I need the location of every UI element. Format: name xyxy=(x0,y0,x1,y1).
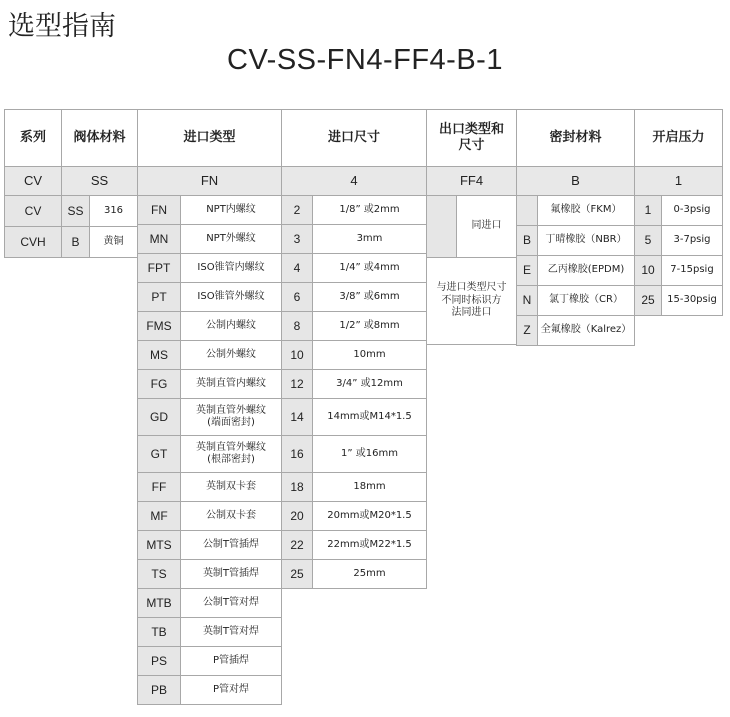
inlet-type-code: FN xyxy=(137,195,181,225)
seal-desc: 氯丁橡胶（CR） xyxy=(537,285,635,316)
seal-code: Z xyxy=(516,315,538,346)
inlet-type-desc: 英制直管外螺纹 (端面密封) xyxy=(180,398,282,436)
inlet-type-code: MTS xyxy=(137,530,181,560)
inlet-size-desc: 1/2” 或8mm xyxy=(312,311,427,341)
header-inlet-size: 进口尺寸 xyxy=(281,109,427,167)
inlet-type-code: PB xyxy=(137,675,181,705)
inlet-type-code: TB xyxy=(137,617,181,647)
inlet-type-desc: P管对焊 xyxy=(180,675,282,705)
inlet-type-desc: 英制直管外螺纹 (根部密封) xyxy=(180,435,282,473)
inlet-type-code: FG xyxy=(137,369,181,399)
inlet-type-code: MS xyxy=(137,340,181,370)
inlet-size-desc: 1/8” 或2mm xyxy=(312,195,427,225)
pressure-code: 25 xyxy=(634,285,662,316)
inlet-size-code: 4 xyxy=(281,253,313,283)
inlet-size-code: 6 xyxy=(281,282,313,312)
model-code: CV-SS-FN4-FF4-B-1 xyxy=(227,44,503,76)
body-material-code: B xyxy=(61,226,90,258)
outlet-blank-cell xyxy=(426,195,457,258)
inlet-size-code: 20 xyxy=(281,501,313,531)
inlet-size-code: 2 xyxy=(281,195,313,225)
inlet-type-desc: 公制内螺纹 xyxy=(180,311,282,341)
inlet-type-desc: 英制T管对焊 xyxy=(180,617,282,647)
inlet-type-desc: 英制双卡套 xyxy=(180,472,282,502)
inlet-size-code: 25 xyxy=(281,559,313,589)
inlet-type-code: PS xyxy=(137,646,181,676)
inlet-size-code: 3 xyxy=(281,224,313,254)
seal-code: E xyxy=(516,255,538,286)
seal-desc: 丁晴橡胶（NBR） xyxy=(537,225,635,256)
inlet-size-desc: 3/8” 或6mm xyxy=(312,282,427,312)
inlet-type-code: GD xyxy=(137,398,181,436)
summary-inlet-size: 4 xyxy=(281,166,427,196)
inlet-type-desc: NPT外螺纹 xyxy=(180,224,282,254)
inlet-size-code: 8 xyxy=(281,311,313,341)
seal-desc: 氟橡胶（FKM） xyxy=(537,195,635,226)
inlet-type-desc: 公制外螺纹 xyxy=(180,340,282,370)
inlet-size-desc: 14mm或M14*1.5 xyxy=(312,398,427,436)
inlet-size-desc: 10mm xyxy=(312,340,427,370)
inlet-size-code: 12 xyxy=(281,369,313,399)
pressure-desc: 15-30psig xyxy=(661,285,723,316)
inlet-type-code: GT xyxy=(137,435,181,473)
summary-seal: B xyxy=(516,166,635,196)
inlet-type-code: PT xyxy=(137,282,181,312)
pressure-code: 1 xyxy=(634,195,662,226)
inlet-type-desc: 公制T管插焊 xyxy=(180,530,282,560)
inlet-type-code: MTB xyxy=(137,588,181,618)
header-pressure: 开启压力 xyxy=(634,109,723,167)
inlet-type-code: FMS xyxy=(137,311,181,341)
inlet-size-code: 10 xyxy=(281,340,313,370)
pressure-desc: 3-7psig xyxy=(661,225,723,256)
outlet-different-note: 与进口类型尺寸 不同时标识方 法同进口 xyxy=(426,257,517,345)
inlet-size-desc: 1” 或16mm xyxy=(312,435,427,473)
seal-code: N xyxy=(516,285,538,316)
seal-desc: 全氟橡胶（Kalrez） xyxy=(537,315,635,346)
pressure-desc: 0-3psig xyxy=(661,195,723,226)
header-seal: 密封材料 xyxy=(516,109,635,167)
inlet-type-code: MN xyxy=(137,224,181,254)
inlet-size-desc: 3mm xyxy=(312,224,427,254)
seal-code xyxy=(516,195,538,226)
inlet-size-desc: 20mm或M20*1.5 xyxy=(312,501,427,531)
inlet-type-desc: 英制T管插焊 xyxy=(180,559,282,589)
body-material-code: SS xyxy=(61,195,90,227)
pressure-desc: 7-15psig xyxy=(661,255,723,286)
inlet-type-desc: NPT内螺纹 xyxy=(180,195,282,225)
header-body-material: 阀体材料 xyxy=(61,109,138,167)
body-material-desc: 黄铜 xyxy=(89,226,138,258)
pressure-code: 10 xyxy=(634,255,662,286)
inlet-size-desc: 1/4” 或4mm xyxy=(312,253,427,283)
inlet-size-desc: 22mm或M22*1.5 xyxy=(312,530,427,560)
inlet-type-desc: 公制双卡套 xyxy=(180,501,282,531)
header-outlet: 出口类型和尺寸 xyxy=(426,109,517,167)
inlet-size-desc: 18mm xyxy=(312,472,427,502)
summary-series: CV xyxy=(4,166,62,196)
seal-code: B xyxy=(516,225,538,256)
summary-body-material: SS xyxy=(61,166,138,196)
summary-outlet: FF4 xyxy=(426,166,517,196)
inlet-size-code: 18 xyxy=(281,472,313,502)
inlet-type-desc: ISO锥管内螺纹 xyxy=(180,253,282,283)
inlet-type-desc: P管插焊 xyxy=(180,646,282,676)
inlet-size-code: 14 xyxy=(281,398,313,436)
inlet-size-code: 22 xyxy=(281,530,313,560)
pressure-code: 5 xyxy=(634,225,662,256)
inlet-type-code: FF xyxy=(137,472,181,502)
outlet-same-as-inlet: 同进口 xyxy=(456,195,517,258)
header-inlet-type: 进口类型 xyxy=(137,109,282,167)
inlet-type-desc: ISO锥管外螺纹 xyxy=(180,282,282,312)
inlet-type-code: TS xyxy=(137,559,181,589)
body-material-desc: 316 xyxy=(89,195,138,227)
inlet-type-desc: 公制T管对焊 xyxy=(180,588,282,618)
inlet-type-code: FPT xyxy=(137,253,181,283)
seal-desc: 乙丙橡胶(EPDM) xyxy=(537,255,635,286)
summary-pressure: 1 xyxy=(634,166,723,196)
inlet-type-code: MF xyxy=(137,501,181,531)
inlet-size-desc: 3/4” 或12mm xyxy=(312,369,427,399)
series-code: CVH xyxy=(4,226,62,258)
inlet-size-code: 16 xyxy=(281,435,313,473)
inlet-size-desc: 25mm xyxy=(312,559,427,589)
header-series: 系列 xyxy=(4,109,62,167)
page-title: 选型指南 xyxy=(8,11,116,42)
summary-inlet-type: FN xyxy=(137,166,282,196)
inlet-type-desc: 英制直管内螺纹 xyxy=(180,369,282,399)
series-code: CV xyxy=(4,195,62,227)
